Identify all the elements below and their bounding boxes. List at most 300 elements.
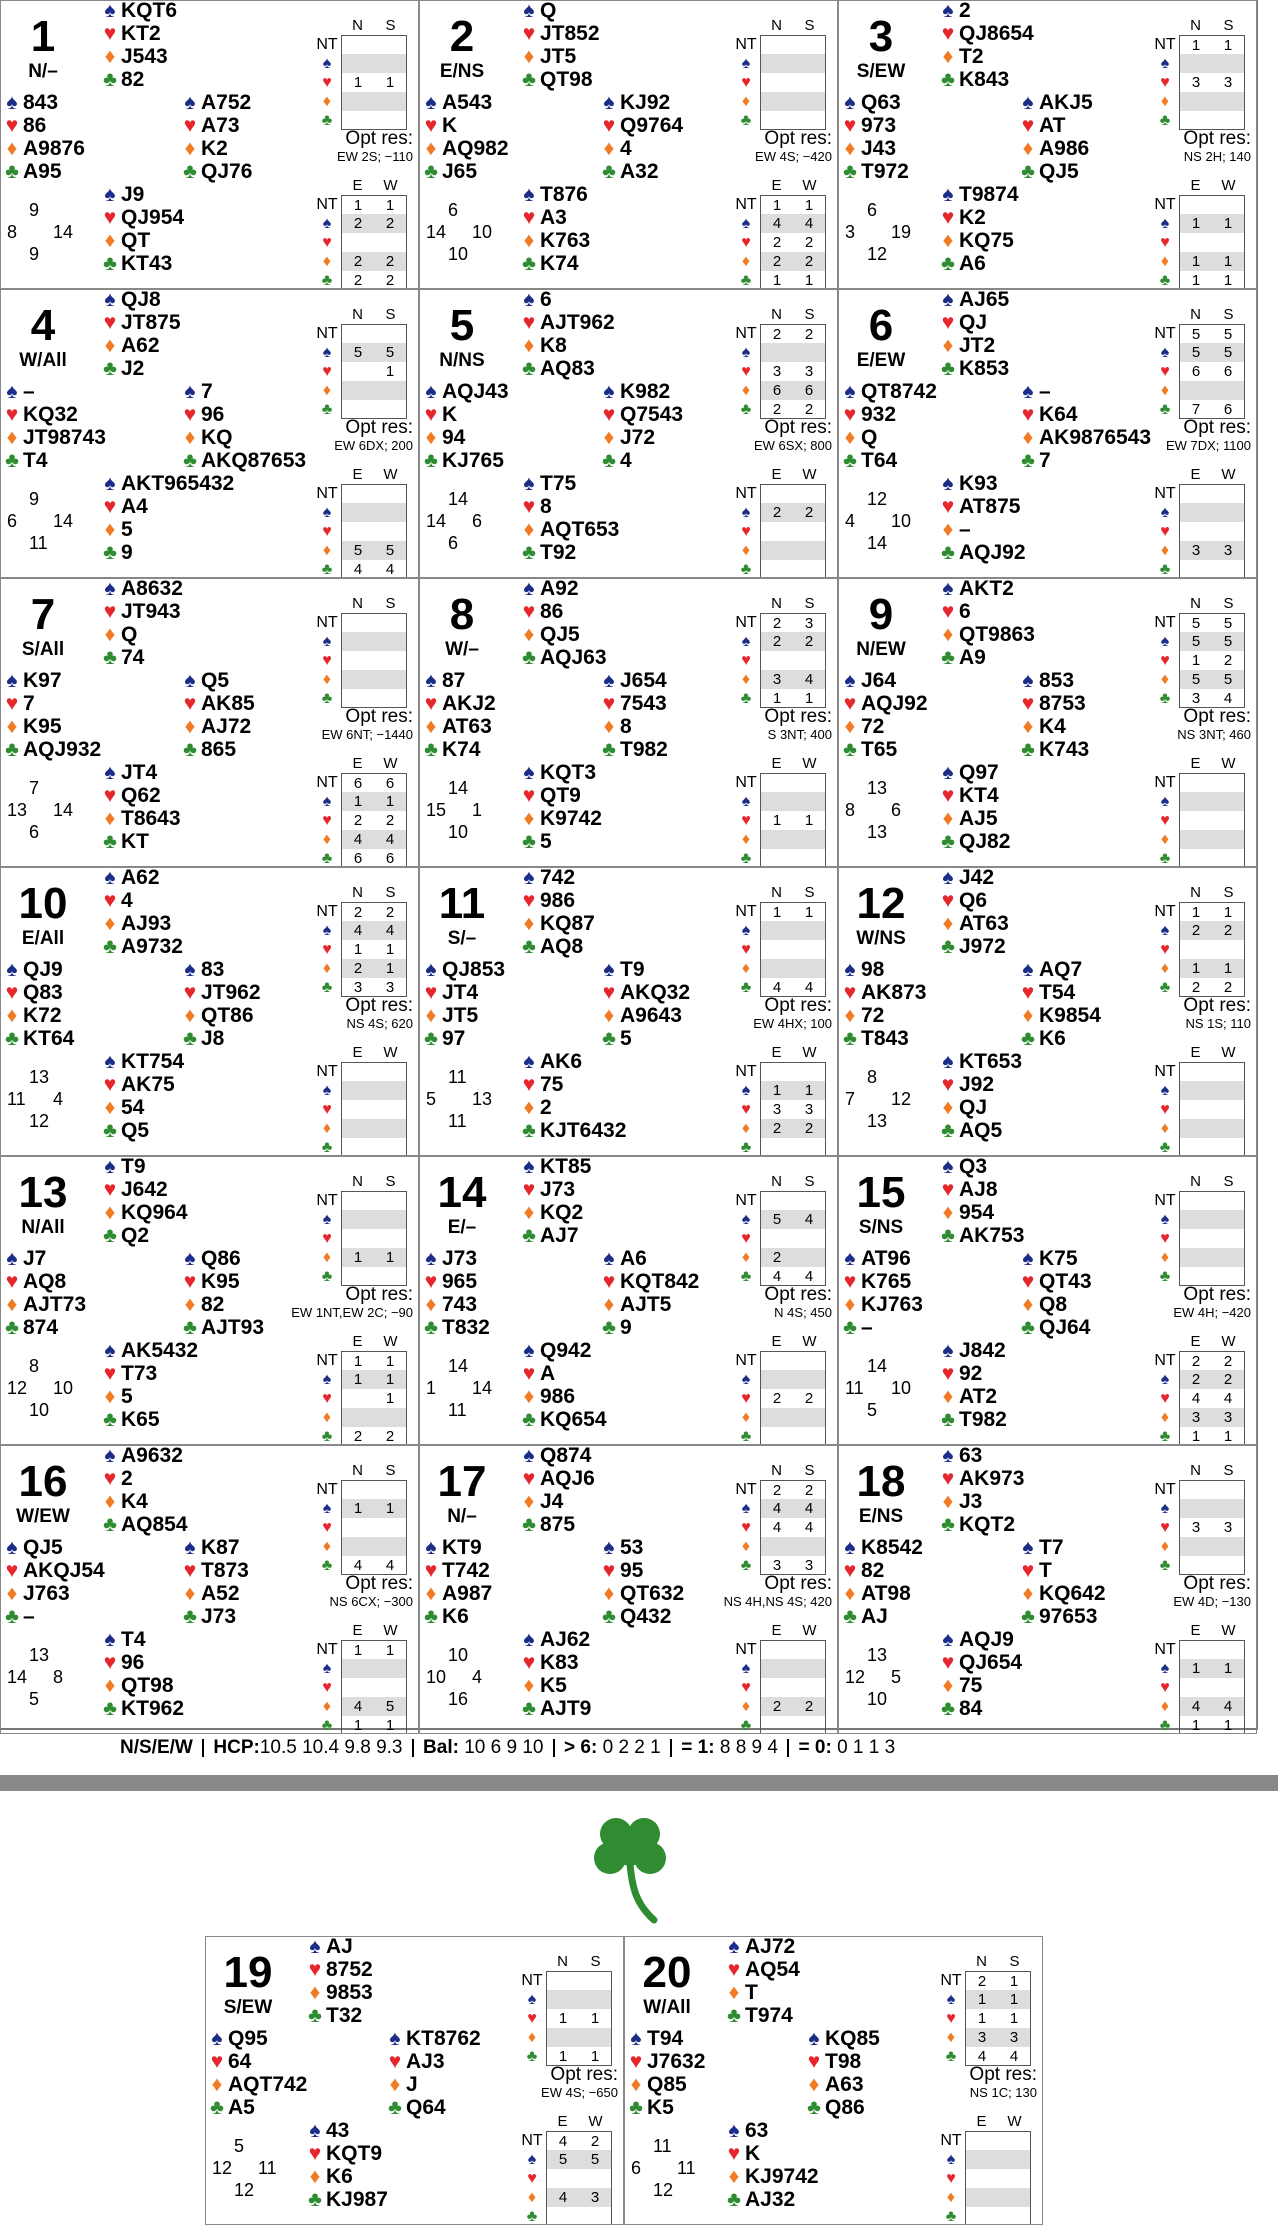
- spade-icon: ♠: [1022, 958, 1034, 981]
- heart-icon: ♥: [741, 1390, 751, 1407]
- suit-row-spade: [206, 2027, 307, 2050]
- holding-spade: Q95: [228, 2027, 268, 2050]
- diamond-icon: ♦: [603, 1293, 615, 1316]
- board: [419, 0, 838, 289]
- board: [838, 867, 1257, 1156]
- hand-E: [1017, 91, 1093, 183]
- nt-label: NT: [316, 196, 338, 213]
- opt-title: Opt res:: [1183, 417, 1251, 438]
- hand-S: [937, 1628, 1022, 1720]
- diamond-icon: ♦: [6, 1582, 18, 1605]
- spade-icon: ♠: [104, 761, 116, 784]
- spade-icon: ♠: [309, 1936, 321, 1958]
- holding-spade: 53: [620, 1536, 644, 1559]
- dd-cell: [342, 1408, 374, 1427]
- dd-cell: [342, 1659, 374, 1678]
- suit-row-club: [99, 252, 184, 275]
- dd-cell: [374, 485, 406, 503]
- dd-body: [732, 1351, 826, 1445]
- opt-value: NS 4H,NS 4S; 420: [723, 1594, 832, 1609]
- dd-cell: [579, 2207, 611, 2225]
- dd-cell: 1: [385, 1390, 395, 1407]
- suit-row-club: [99, 357, 181, 380]
- nt-label: NT: [316, 485, 338, 502]
- holding-club: QJ5: [1039, 160, 1079, 183]
- suit-row-diamond: [518, 229, 590, 252]
- suit-row-club: [1017, 1316, 1092, 1339]
- holding-spade: K8542: [861, 1536, 923, 1559]
- dd-row: [313, 1229, 407, 1248]
- holding-heart: Q62: [121, 784, 161, 807]
- dd-cell: 1: [1223, 253, 1233, 270]
- holding-heart: K: [745, 2142, 761, 2165]
- hcp-compass: [420, 1355, 510, 1435]
- dd-col-s: S: [804, 595, 815, 612]
- holding-heart: AT: [1039, 114, 1066, 137]
- holding-spade: A6: [620, 1247, 647, 1270]
- dd-cell: [1212, 1248, 1244, 1267]
- suit-row-heart: [803, 2050, 880, 2073]
- suit-row-diamond: [1017, 1004, 1101, 1027]
- dd-col-s: S: [385, 306, 396, 323]
- hcp-value: 13: [7, 800, 28, 820]
- dd-cell: 2: [353, 1428, 363, 1445]
- dd-cell: [342, 614, 374, 632]
- dd-cell: 4: [385, 1557, 395, 1574]
- optimum-result: [682, 1574, 832, 1609]
- holding-spade: T75: [540, 472, 577, 495]
- dd-row: [937, 2131, 1031, 2150]
- suit-row-diamond: [420, 426, 509, 449]
- diamond-icon: ♦: [527, 2189, 537, 2206]
- hand-S: [518, 1628, 591, 1720]
- dd-row: [1151, 670, 1245, 689]
- club-icon: ♣: [1021, 1605, 1035, 1628]
- dd-row: [1151, 1100, 1245, 1119]
- holding-club: T832: [442, 1316, 490, 1339]
- dd-cell: 1: [1223, 904, 1233, 921]
- suit-row-spade: [518, 1156, 591, 1178]
- dd-cells: [341, 233, 407, 252]
- heart-icon: ♥: [103, 206, 117, 229]
- diamond-icon: ♦: [523, 518, 535, 541]
- suit-row-spade: [1017, 958, 1101, 981]
- suit-row-heart: [179, 1270, 264, 1293]
- dd-cell: [374, 1063, 406, 1081]
- dd-cell: [579, 1990, 611, 2009]
- hand-W: [1, 1536, 105, 1628]
- heart-icon: ♥: [941, 1362, 955, 1385]
- dd-cell: [793, 36, 825, 54]
- spade-icon: ♠: [322, 55, 332, 72]
- spade-icon: ♠: [523, 1050, 535, 1073]
- dd-cell: [1212, 1537, 1244, 1556]
- spade-icon: ♠: [523, 578, 535, 600]
- dd-cells: [760, 921, 826, 940]
- diamond-icon: ♦: [946, 2189, 956, 2206]
- suit-row-club: [99, 830, 181, 853]
- club-icon: ♣: [941, 935, 955, 958]
- holding-spade: AJ65: [959, 289, 1010, 311]
- dd-cell: 2: [1223, 922, 1233, 939]
- heart-icon: ♥: [522, 600, 536, 623]
- hcp-value: 8: [53, 1667, 64, 1687]
- suit-row-heart: [518, 889, 595, 912]
- diamond-icon: ♦: [523, 623, 535, 646]
- dd-cell: 6: [772, 382, 782, 399]
- holding-spade: Q86: [201, 1247, 241, 1270]
- dd-cell: 5: [1191, 344, 1201, 361]
- heart-icon: ♥: [322, 652, 332, 669]
- dd-cells: [760, 1062, 826, 1081]
- diamond-icon: ♦: [1160, 1698, 1170, 1715]
- dd-cell: 5: [1223, 633, 1233, 650]
- dd-row: [1151, 1229, 1245, 1248]
- dd-row: [732, 613, 826, 632]
- holding-heart: AK85: [201, 692, 255, 715]
- suit-row-club: [839, 1605, 923, 1628]
- dd-col-e: E: [352, 1333, 363, 1350]
- holding-spade: KQ85: [825, 2027, 880, 2050]
- club-icon: ♣: [740, 1717, 752, 1734]
- dd-col-e: E: [1190, 1044, 1201, 1061]
- dd-col-s: S: [804, 884, 815, 901]
- dd-cell: 2: [804, 401, 814, 418]
- heart-icon: ♥: [1160, 234, 1170, 251]
- holding-diamond: AQT653: [540, 518, 620, 541]
- nt-label: NT: [1154, 1481, 1176, 1498]
- dd-cells: [341, 1062, 407, 1081]
- hcp-value: 8: [867, 1067, 878, 1087]
- dd-cell: [761, 36, 793, 54]
- hand-W: [420, 669, 496, 761]
- heart-icon: ♥: [522, 495, 536, 518]
- dd-cells: [1179, 1640, 1245, 1659]
- club-icon: ♣: [941, 252, 955, 275]
- dd-col-w: W: [1221, 466, 1236, 483]
- dd-cell: 5: [1223, 671, 1233, 688]
- dd-cell: [342, 485, 374, 503]
- suit-row-heart: [937, 495, 1026, 518]
- holding-club: –: [861, 1316, 873, 1339]
- diamond-icon: ♦: [6, 715, 18, 738]
- dd-cell: [1180, 849, 1212, 867]
- heart-icon: ♥: [941, 1467, 955, 1490]
- suit-row-spade: [518, 472, 619, 495]
- dd-cells: [1179, 1210, 1245, 1229]
- club-icon: ♣: [843, 1027, 857, 1050]
- holding-club: 865: [201, 738, 237, 761]
- hcp-value: 11: [448, 1400, 467, 1420]
- summary-hcp-label: HCP:: [213, 1737, 260, 1758]
- holding-diamond: 82: [201, 1293, 225, 1316]
- suit-row-spade: [1017, 1536, 1106, 1559]
- holding-club: T974: [745, 2004, 793, 2027]
- dd-col-e: E: [1190, 755, 1201, 772]
- suit-row-club: [304, 2004, 373, 2027]
- spade-icon: ♠: [322, 793, 332, 810]
- dd-row: [1151, 1480, 1245, 1499]
- dd-cell: [342, 400, 374, 418]
- dd-row: [1151, 940, 1245, 959]
- holding-diamond: KQ87: [540, 912, 595, 935]
- holding-diamond: A9876: [23, 137, 85, 160]
- heart-icon: ♥: [941, 22, 955, 45]
- dd-cells: [760, 940, 826, 959]
- suit-row-diamond: [99, 229, 184, 252]
- holding-diamond: JT98743: [23, 426, 106, 449]
- dd-cell: [793, 1716, 825, 1734]
- dd-cell: 1: [1223, 1717, 1233, 1734]
- holding-diamond: K9854: [1039, 1004, 1101, 1027]
- spade-icon: ♠: [523, 1628, 535, 1651]
- dd-cells: [760, 1100, 826, 1119]
- dd-row: [1151, 1659, 1245, 1678]
- dd-cell: [761, 1678, 793, 1697]
- dd-cells: [341, 214, 407, 233]
- dd-cells: [341, 1716, 407, 1734]
- spade-icon: ♠: [942, 1156, 954, 1178]
- heart-icon: ♥: [424, 114, 438, 137]
- holding-club: A5: [228, 2096, 255, 2119]
- hcp-value: 10: [448, 244, 469, 264]
- suit-row-spade: [1017, 91, 1093, 114]
- heart-icon: ♥: [1160, 523, 1170, 540]
- holding-spade: A543: [442, 91, 493, 114]
- suit-row-club: [1, 1605, 105, 1628]
- dd-cell: 4: [385, 561, 395, 578]
- holding-spade: A92: [540, 578, 579, 600]
- dd-cell: 1: [385, 941, 395, 958]
- heart-icon: ♥: [741, 523, 751, 540]
- dd-row: [313, 541, 407, 560]
- suit-row-club: [99, 1224, 188, 1247]
- dd-cell: [966, 2207, 998, 2225]
- dd-cells: [1179, 651, 1245, 670]
- holding-club: T843: [861, 1027, 909, 1050]
- hand-N: [99, 867, 183, 958]
- club-icon: ♣: [424, 1605, 438, 1628]
- diamond-icon: ♦: [1160, 253, 1170, 270]
- spade-icon: ♠: [6, 1536, 18, 1559]
- holding-club: T982: [959, 1408, 1007, 1431]
- dd-row: [732, 632, 826, 651]
- suit-row-club: [937, 935, 1009, 958]
- dd-cell: 1: [558, 2010, 568, 2027]
- club-icon: ♣: [183, 1605, 197, 1628]
- dd-cell: [1212, 1081, 1244, 1100]
- heart-icon: ♥: [103, 1178, 117, 1201]
- club-icon: ♣: [740, 112, 752, 129]
- heart-icon: ♥: [1160, 1390, 1170, 1407]
- dd-cell: [1212, 1641, 1244, 1659]
- dd-cells: [1179, 35, 1245, 54]
- hand-S: [99, 1339, 198, 1431]
- dd-cells: [1179, 792, 1245, 811]
- dd-cell: [966, 2169, 998, 2188]
- spade-icon: ♠: [1160, 504, 1170, 521]
- board: [838, 1445, 1257, 1734]
- dd-row: [313, 560, 407, 578]
- dd-cell: [1180, 774, 1212, 792]
- dd-cells: [760, 1229, 826, 1248]
- holding-diamond: K95: [23, 715, 62, 738]
- dd-cells: [341, 484, 407, 503]
- holding-club: J972: [959, 935, 1006, 958]
- holding-spade: J7: [23, 1247, 47, 1270]
- dd-cell: [793, 541, 825, 560]
- hcp-value: 4: [472, 1667, 483, 1687]
- spade-icon: ♠: [6, 958, 18, 981]
- holding-club: AQ5: [959, 1119, 1003, 1142]
- suit-row-heart: [420, 1559, 492, 1582]
- dd-cell: 2: [1223, 979, 1233, 996]
- dealer-vulnerability: E/NS: [439, 61, 485, 82]
- dd-cell: 3: [1223, 1519, 1233, 1536]
- dd-row: [732, 1640, 826, 1659]
- spade-icon: ♠: [6, 91, 18, 114]
- dealer-vulnerability: S/NS: [858, 1217, 904, 1238]
- dd-cell: 2: [804, 633, 814, 650]
- dd-cell: [761, 1229, 793, 1248]
- diamond-icon: ♦: [104, 45, 116, 68]
- dd-cell: 5: [1191, 326, 1201, 343]
- dd-cell: [793, 92, 825, 111]
- dd-cell: [761, 830, 793, 849]
- holding-diamond: 986: [540, 1385, 576, 1408]
- dd-cell: [342, 1192, 374, 1210]
- hand-E: [1017, 958, 1101, 1050]
- suit-row-heart: [99, 206, 184, 229]
- club-icon: ♣: [941, 68, 955, 91]
- hcp-value: 10: [891, 511, 912, 531]
- holding-diamond: JT5: [442, 1004, 479, 1027]
- dd-cell: 4: [353, 561, 363, 578]
- dd-cells: [760, 92, 826, 111]
- dd-row: [1151, 92, 1245, 111]
- holding-heart: 96: [201, 403, 225, 426]
- suit-row-diamond: [839, 1004, 926, 1027]
- suit-row-spade: [179, 1536, 249, 1559]
- dd-row: [313, 1518, 407, 1537]
- diamond-icon: ♦: [425, 137, 437, 160]
- holding-club: K65: [121, 1408, 160, 1431]
- holding-spade: 742: [540, 867, 576, 889]
- hcp-value: 13: [867, 822, 888, 842]
- spade-icon: ♠: [104, 183, 116, 206]
- dd-cell: 3: [977, 2029, 987, 2046]
- suit-row-diamond: [937, 1674, 1022, 1697]
- nt-label: NT: [316, 1352, 338, 1369]
- board: [838, 1156, 1257, 1445]
- dd-cell: [761, 774, 793, 792]
- dd-cell: [374, 632, 406, 651]
- summary-gt6-label: > 6:: [564, 1737, 598, 1758]
- dd-row: [313, 1210, 407, 1229]
- dd-row: [732, 324, 826, 343]
- holding-spade: J654: [620, 669, 667, 692]
- suit-row-diamond: [99, 1490, 188, 1513]
- dd-cell: 4: [804, 1211, 814, 1228]
- dd-cells: [965, 2207, 1031, 2225]
- holding-heart: T54: [1039, 981, 1076, 1004]
- dd-col-n: N: [771, 595, 782, 612]
- dd-cell: 2: [353, 272, 363, 289]
- heart-icon: ♥: [941, 311, 955, 334]
- dd-cell: [1212, 1556, 1244, 1574]
- spade-icon: ♠: [741, 1082, 751, 1099]
- dd-cell: [793, 651, 825, 670]
- hand-S: [937, 761, 1010, 853]
- holding-heart: QJ654: [959, 1651, 1023, 1674]
- holding-diamond: J72: [620, 426, 656, 449]
- holding-spade: AK6: [540, 1050, 583, 1073]
- suit-row-heart: [625, 2050, 705, 2073]
- opt-value: EW 4H; −420: [1173, 1305, 1251, 1320]
- dd-col-w: W: [383, 755, 398, 772]
- suit-row-heart: [420, 403, 509, 426]
- dd-cell: 2: [772, 615, 782, 632]
- opt-title: Opt res:: [345, 706, 413, 727]
- dd-col-n: N: [352, 595, 363, 612]
- suit-row-heart: [518, 600, 607, 623]
- heart-icon: ♥: [741, 652, 751, 669]
- dd-cells: [1179, 195, 1245, 214]
- heart-icon: ♥: [941, 1651, 955, 1674]
- dd-cells: [760, 1640, 826, 1659]
- holding-club: QJ82: [959, 830, 1011, 853]
- dd-col-w: W: [802, 1333, 817, 1350]
- dd-row: [1151, 921, 1245, 940]
- dd-cell: [1180, 1081, 1212, 1100]
- dd-cell: [342, 1229, 374, 1248]
- suit-row-diamond: [723, 1981, 800, 2004]
- dd-row: [732, 959, 826, 978]
- spade-icon: ♠: [942, 578, 954, 600]
- suit-row-heart: [937, 1651, 1022, 1674]
- dd-cells: [341, 1248, 407, 1267]
- dd-row: [313, 1537, 407, 1556]
- heart-icon: ♥: [424, 1559, 438, 1582]
- suit-row-heart: [598, 692, 668, 715]
- holding-diamond: 72: [861, 1004, 885, 1027]
- diamond-icon: ♦: [844, 426, 856, 449]
- diamond-icon: ♦: [523, 807, 535, 830]
- holding-spade: T9: [620, 958, 645, 981]
- holding-diamond: QT632: [620, 1582, 685, 1605]
- hand-W: [420, 91, 509, 183]
- dd-row: [732, 1389, 826, 1408]
- dd-cells: [341, 1537, 407, 1556]
- dd-col-w: W: [588, 2113, 603, 2130]
- nt-label: NT: [316, 774, 338, 791]
- dd-col-w: W: [1007, 2113, 1022, 2130]
- dd-cells: [341, 503, 407, 522]
- holding-heart: K64: [1039, 403, 1078, 426]
- club-icon: ♣: [740, 1557, 752, 1574]
- holding-heart: AQJ6: [540, 1467, 595, 1490]
- opt-title: Opt res:: [764, 706, 832, 727]
- dd-body: [732, 35, 826, 130]
- holding-heart: QT9: [540, 784, 581, 807]
- holding-heart: AJ8: [959, 1178, 998, 1201]
- dd-cell: [1212, 1210, 1244, 1229]
- hcp-compass: [839, 199, 929, 279]
- dd-cells: [341, 54, 407, 73]
- hand-S: [99, 183, 184, 275]
- dd-row: [313, 632, 407, 651]
- dd-cells: [760, 1499, 826, 1518]
